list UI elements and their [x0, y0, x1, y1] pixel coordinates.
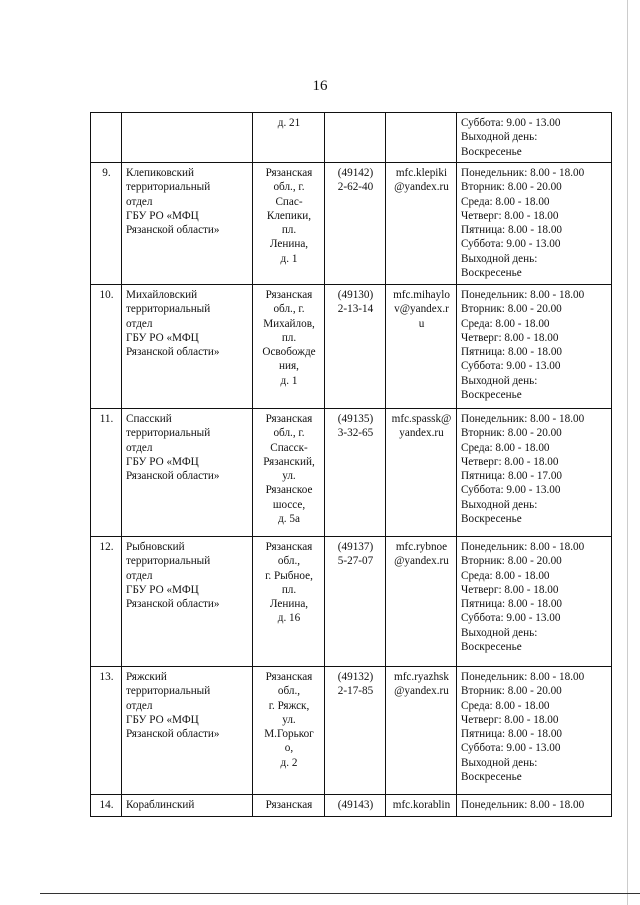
office-address-line: обл., — [277, 685, 301, 698]
office-email-line: mfc.mihaylo — [393, 289, 450, 301]
office-hours — [457, 113, 612, 163]
office-email-line: mfc.klepiki — [395, 167, 448, 179]
office-phone-line: 3-32-65 — [337, 427, 374, 440]
office-hours-line: Воскресенье — [461, 513, 522, 526]
office-name-line: территориальный — [126, 685, 211, 698]
office-name-line: ГБУ РО «МФЦ — [126, 331, 199, 344]
office-email-line: mfc.korablin — [392, 799, 451, 811]
office-hours — [457, 163, 612, 285]
office-phone-line: 2-62-40 — [337, 181, 374, 194]
office-hours-line: Пятница: 8.00 - 18.00 — [461, 598, 563, 611]
table-row — [91, 113, 612, 163]
office-name-line: отдел — [126, 195, 153, 208]
office-name-line: Спасский — [126, 413, 172, 425]
office-name-line: отдел — [126, 569, 153, 582]
office-address-line: Рязанская — [265, 541, 313, 553]
footer-rule — [40, 893, 640, 894]
office-name-line: ГБУ РО «МФЦ — [126, 583, 199, 596]
office-hours-line: Пятница: 8.00 - 17.00 — [461, 470, 563, 483]
office-name-line: Рязанской области» — [126, 728, 220, 741]
office-name — [122, 795, 253, 817]
office-hours-line: Четверг: 8.00 - 18.00 — [461, 331, 559, 344]
office-hours-line: Суббота: 9.00 - 13.00 — [461, 612, 561, 625]
office-address-line: о, — [284, 742, 294, 755]
office-address — [253, 163, 325, 285]
office-phone-line: (49135) — [337, 413, 374, 425]
office-email-line: @yandex.ru — [394, 181, 449, 194]
scan-edge-line — [627, 0, 628, 905]
office-phone — [325, 409, 386, 537]
office-address-line: пл. — [281, 224, 297, 237]
office-address — [253, 667, 325, 795]
office-hours-line: Суббота: 9.00 - 13.00 — [461, 742, 561, 755]
office-email — [386, 285, 457, 409]
row-number: 14. — [91, 795, 122, 817]
office-hours-line: Выходной день: — [461, 131, 538, 144]
office-address-line: д. 1 — [280, 252, 298, 265]
office-name-line: Ряжский — [126, 671, 167, 683]
office-email-line: v@yandex.r — [394, 303, 449, 316]
office-phone-line: (49142) — [337, 167, 374, 179]
office-phone — [325, 667, 386, 795]
office-email — [386, 667, 457, 795]
row-number: 10. — [91, 285, 122, 409]
office-email-line: mfc.rybnoe — [395, 541, 448, 553]
table-row — [91, 285, 612, 409]
office-address — [253, 795, 325, 817]
office-hours-line: Пятница: 8.00 - 18.00 — [461, 346, 563, 359]
office-address-line: Освобожде — [262, 346, 316, 359]
office-name-line: территориальный — [126, 427, 211, 440]
office-email — [386, 409, 457, 537]
office-hours-line: Суббота: 9.00 - 13.00 — [461, 484, 561, 497]
office-email-line: mfc.ryazhsk — [394, 671, 449, 683]
table-row — [91, 667, 612, 795]
office-hours-line: Понедельник: 8.00 - 18.00 — [461, 167, 585, 179]
office-email-line: u — [418, 317, 425, 330]
office-address-line: д. 1 — [280, 374, 298, 387]
office-name-line: Рязанской области» — [126, 470, 220, 483]
office-phone — [325, 113, 386, 163]
office-address-line: обл., г. — [273, 427, 305, 440]
office-email-line: @yandex.ru — [394, 685, 449, 698]
office-name-line: ГБУ РО «МФЦ — [126, 455, 199, 468]
office-name — [122, 537, 253, 667]
office-hours-line: Воскресенье — [461, 641, 522, 654]
office-name-line: ГБУ РО «МФЦ — [126, 209, 199, 222]
office-address-line: Спасск- — [270, 441, 308, 454]
office-address-line: М.Горьког — [264, 728, 314, 741]
office-address-line: ул. — [282, 713, 296, 726]
office-phone-line: (49143) — [337, 799, 374, 811]
office-hours-line: Среда: 8.00 - 18.00 — [461, 699, 550, 712]
office-name — [122, 667, 253, 795]
office-hours-line: Понедельник: 8.00 - 18.00 — [461, 289, 585, 301]
office-name-line: Рыбновский — [126, 541, 185, 553]
office-hours-line: Воскресенье — [461, 145, 522, 158]
office-name — [122, 285, 253, 409]
office-email-line: mfc.spassk@ — [391, 413, 452, 425]
row-number: 12. — [91, 537, 122, 667]
office-hours-line: Пятница: 8.00 - 18.00 — [461, 224, 563, 237]
office-hours-line: Вторник: 8.00 - 20.00 — [461, 427, 562, 440]
page-number: 16 — [312, 78, 328, 94]
office-name-line: отдел — [126, 441, 153, 454]
office-address-line: Рязанская — [265, 167, 313, 179]
office-hours-line: Среда: 8.00 - 18.00 — [461, 569, 550, 582]
office-hours-line: Выходной день: — [461, 756, 538, 769]
row-number: 13. — [91, 667, 122, 795]
office-address-line: Михайлов, — [263, 317, 315, 330]
office-hours-line: Среда: 8.00 - 18.00 — [461, 441, 550, 454]
office-phone-line: (49130) — [337, 289, 374, 301]
row-number: 11. — [91, 409, 122, 537]
office-hours-line: Среда: 8.00 - 18.00 — [461, 195, 550, 208]
offices-table — [90, 112, 612, 817]
office-address-line: г. Ряжск, — [268, 699, 310, 712]
office-address — [253, 409, 325, 537]
office-phone — [325, 163, 386, 285]
office-address-line: обл., г. — [273, 181, 305, 194]
office-email — [386, 795, 457, 817]
table-row — [91, 163, 612, 285]
office-address-line: Ленина, — [269, 598, 309, 611]
office-hours-line: Среда: 8.00 - 18.00 — [461, 317, 550, 330]
office-address-line: Рязанская — [265, 671, 313, 683]
offices-table-body — [91, 113, 612, 817]
office-hours-line: Вторник: 8.00 - 20.00 — [461, 303, 562, 316]
office-hours-line: Понедельник: 8.00 - 18.00 — [461, 671, 585, 683]
office-name-line: Кораблинский — [126, 799, 195, 811]
office-hours-line: Выходной день: — [461, 252, 538, 265]
office-address-line: д. 21 — [277, 117, 301, 129]
office-name-line: Клепиковский — [126, 167, 195, 179]
office-address-line: Рязанский, — [263, 455, 315, 468]
office-hours-line: Суббота: 9.00 - 13.00 — [461, 238, 561, 251]
office-name-line: Михайловский — [126, 289, 198, 301]
office-address — [253, 285, 325, 409]
office-name-line: Рязанской области» — [126, 598, 220, 611]
office-phone-line: (49132) — [337, 671, 374, 683]
office-address — [253, 113, 325, 163]
office-hours-line: Понедельник: 8.00 - 18.00 — [461, 799, 585, 811]
office-address-line: шоссе, — [272, 498, 306, 511]
office-hours-line: Выходной день: — [461, 498, 538, 511]
office-name-line: Рязанской области» — [126, 346, 220, 359]
office-phone — [325, 795, 386, 817]
office-email-line: @yandex.ru — [394, 555, 449, 568]
office-hours-line: Суббота: 9.00 - 13.00 — [461, 360, 561, 373]
office-address-line: ул. — [282, 470, 296, 483]
office-phone — [325, 285, 386, 409]
office-address-line: обл., — [277, 555, 301, 568]
office-name — [122, 409, 253, 537]
office-phone-line: (49137) — [337, 541, 374, 553]
office-address-line: Клепики, — [266, 209, 312, 222]
office-hours — [457, 409, 612, 537]
office-hours-line: Четверг: 8.00 - 18.00 — [461, 209, 559, 222]
office-address-line: д. 5а — [278, 513, 300, 526]
office-phone — [325, 537, 386, 667]
office-hours-line: Вторник: 8.00 - 20.00 — [461, 685, 562, 698]
office-address-line: Спас- — [275, 195, 303, 208]
office-hours-line: Воскресенье — [461, 389, 522, 402]
office-phone-line: 5-27-07 — [337, 555, 374, 568]
office-address-line: д. 2 — [280, 756, 298, 769]
office-address-line: Рязанская — [265, 413, 313, 425]
office-hours — [457, 795, 612, 817]
office-hours-line: Воскресенье — [461, 267, 522, 280]
office-hours-line: Вторник: 8.00 - 20.00 — [461, 555, 562, 568]
office-name-line: отдел — [126, 699, 153, 712]
office-email-line: yandex.ru — [399, 427, 444, 440]
office-email — [386, 113, 457, 163]
office-name — [122, 163, 253, 285]
table-row — [91, 537, 612, 667]
office-hours-line: Выходной день: — [461, 374, 538, 387]
office-name — [122, 113, 253, 163]
row-number: 9. — [91, 163, 122, 285]
table-row — [91, 409, 612, 537]
office-email — [386, 537, 457, 667]
office-name-line: территориальный — [126, 303, 211, 316]
office-phone-line: 2-17-85 — [337, 685, 374, 698]
office-hours-line: Пятница: 8.00 - 18.00 — [461, 728, 563, 741]
office-hours-line: Вторник: 8.00 - 20.00 — [461, 181, 562, 194]
office-hours-line: Выходной день: — [461, 626, 538, 639]
office-name-line: территориальный — [126, 555, 211, 568]
office-hours-line: Четверг: 8.00 - 18.00 — [461, 713, 559, 726]
office-address-line: пл. — [281, 583, 297, 596]
office-address-line: Рязанская — [265, 289, 313, 301]
office-name-line: ГБУ РО «МФЦ — [126, 713, 199, 726]
office-address-line: обл., г. — [273, 303, 305, 316]
office-hours — [457, 667, 612, 795]
office-phone-line: 2-13-14 — [337, 303, 374, 316]
office-address — [253, 537, 325, 667]
office-name-line: Рязанской области» — [126, 224, 220, 237]
office-email — [386, 163, 457, 285]
office-hours-line: Четверг: 8.00 - 18.00 — [461, 583, 559, 596]
office-hours — [457, 285, 612, 409]
office-hours-line: Четверг: 8.00 - 18.00 — [461, 455, 559, 468]
office-hours-line: Понедельник: 8.00 - 18.00 — [461, 541, 585, 553]
office-address-line: г. Рыбное, — [265, 569, 313, 582]
office-hours-line: Воскресенье — [461, 771, 522, 784]
office-hours — [457, 537, 612, 667]
office-address-line: Рязанское — [265, 484, 313, 497]
office-name-line: отдел — [126, 317, 153, 330]
office-address-line: Ленина, — [269, 238, 309, 251]
table-row — [91, 795, 612, 817]
office-hours-line: Суббота: 9.00 - 13.00 — [461, 117, 561, 129]
row-number — [91, 113, 122, 163]
office-address-line: ния, — [279, 360, 299, 373]
office-hours-line: Понедельник: 8.00 - 18.00 — [461, 413, 585, 425]
office-address-line: пл. — [281, 331, 297, 344]
office-address-line: Рязанская — [265, 799, 313, 811]
office-address-line: д. 16 — [277, 612, 301, 625]
office-name-line: территориальный — [126, 181, 211, 194]
